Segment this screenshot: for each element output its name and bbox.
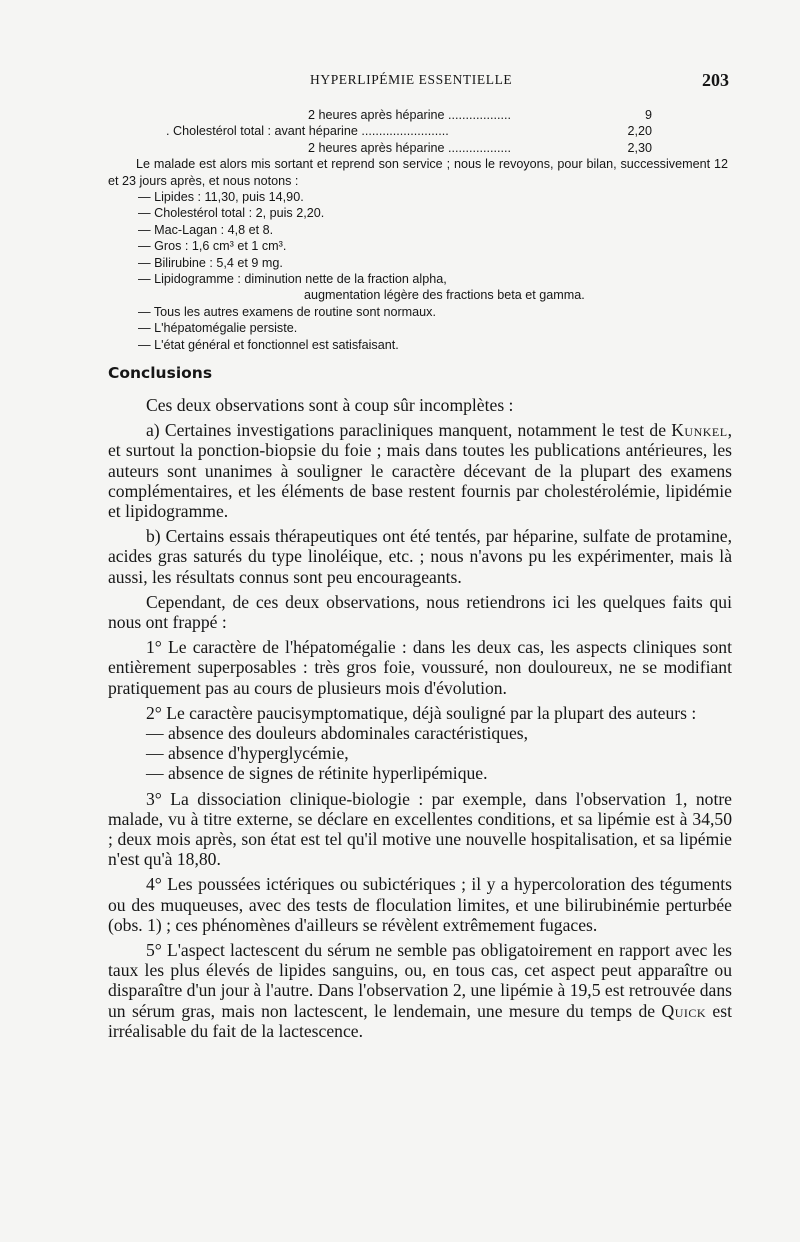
paragraph: Ces deux observations sont à coup sûr incomplètes : [146,395,514,415]
followup-intro: Le malade est alors mis sortant et reprend son service ; nous le revoyons, pour bilan, successivement 12 et 23 jours après, et nous notons : [108,157,728,188]
paragraph [108,420,732,521]
author-name: Quick [661,1000,707,1021]
list-item: — Bilirubine : 5,4 et 9 mg. [138,255,283,270]
list-item: — L'hépatomégalie persiste. [138,321,298,336]
list-item-continuation: augmentation légère des fractions beta et gamma. [304,288,585,303]
lab-row-value: 2,20 [627,124,652,139]
list-item: — Cholestérol total : 2, puis 2,20. [138,206,325,221]
paragraph: 3° La dissociation clinique-biologie : par exemple, dans l'observation 1, notre malade, vu à titre externe, se déclare en excellentes conditions, et sa lipémie est à 34,50 ; deux mois après, son état est tel qu'il motive une nouvelle hospitalisation, et sa lipémie n'est qu'à 18,80. [108,788,732,870]
paragraph: Cependant, de ces deux observations, nous retiendrons ici les quelques faits qui nous ont frappé : [108,591,732,633]
paragraph: 2° Le caractère paucisymptomatique, déjà souligné par la plupart des auteurs : [146,702,697,723]
paragraph: 4° Les poussées ictériques ou subictériques ; il y a hypercoloration des téguments ou des muqueuses, avec des tests de floculation limites, et une bilirubinémie perturbée (obs. 1) ; ces phénomènes d'ailleurs se révèlent extrêmement fugaces. [108,874,732,935]
section-heading: Conclusions [108,364,213,382]
list-item: — absence des douleurs abdominales caractéristiques, [146,723,529,744]
paragraph: b) Certains essais thérapeutiques ont été tentés, par héparine, sulfate de protamine, acides gras saturés du type linoléique, etc. ; nous n'avons pu les expérimenter, mais là aussi, les résultats connus sont peu encourageants. [108,526,732,587]
lab-row [108,140,728,156]
paragraph-text: , et surtout la ponction-biopsie du foie ; mais dans toutes les publications antérieures, les auteurs sont unanimes à souligner le caractère décevant de la plupart des examens complémentaires, et les éléments de base restent fournis par cholestérolémie, lipidémie et lipidogramme. [108,420,732,522]
lab-row-label: . Cholestérol total : avant héparine ......................... [166,124,449,139]
list-item: — Lipidogramme : diminution nette de la fraction alpha, [138,272,447,287]
paragraph-text: est irréalisable du fait de la lactescence. [108,1000,732,1041]
paragraph-text: a) Certaines investigations paracliniques manquent, notamment le test de [146,420,672,441]
list-item: — L'état général et fonctionnel est satisfaisant. [138,337,399,352]
symptom-list [108,723,732,784]
followup-list [108,189,728,353]
list-item: — absence d'hyperglycémie, [146,743,349,764]
lab-row [108,123,728,139]
lab-results-block [108,107,728,353]
conclusions-body [108,395,732,1046]
lab-row [108,107,728,123]
list-item: — Lipides : 11,30, puis 14,90. [138,189,304,204]
paragraph [108,940,732,1041]
running-head [0,72,800,92]
list-item: — Gros : 1,6 cm³ et 1 cm³. [138,239,287,254]
lab-row-label: 2 heures après héparine .................. [308,140,512,155]
list-item: — Tous les autres examens de routine sont normaux. [138,304,436,319]
lab-row-label: 2 heures après héparine .................. [308,108,512,122]
page-number: 203 [702,70,729,90]
lab-row-value: 9 [644,108,652,122]
list-item: — Mac-Lagan : 4,8 et 8. [138,222,274,237]
lab-row-value: 2,30 [627,140,652,155]
paragraph: 1° Le caractère de l'hépatomégalie : dans les deux cas, les aspects cliniques sont entièrement superposables : très gros foie, voussuré, non douloureux, ne se modifiant pratiquement pas au cours de plusieurs mois d'évolution. [108,637,732,698]
running-title: HYPERLIPÉMIE ESSENTIELLE [310,72,513,87]
list-item: — absence de signes de rétinite hyperlipémique. [146,763,488,784]
paragraph-text: 5° L'aspect lactescent du sérum ne semble pas obligatoirement en rapport avec les taux les plus élevés de lipides sanguins, ou, en tous cas, cet aspect peut apparaître ou disparaître d'un jour à l'autre. Dans l'observation 2, une lipémie à 19,5 est retrouvée dans un sérum gras, mais non lactescent, le lendemain, une mesure du temps de [108,940,732,1021]
author-name: Kunkel [671,420,728,441]
